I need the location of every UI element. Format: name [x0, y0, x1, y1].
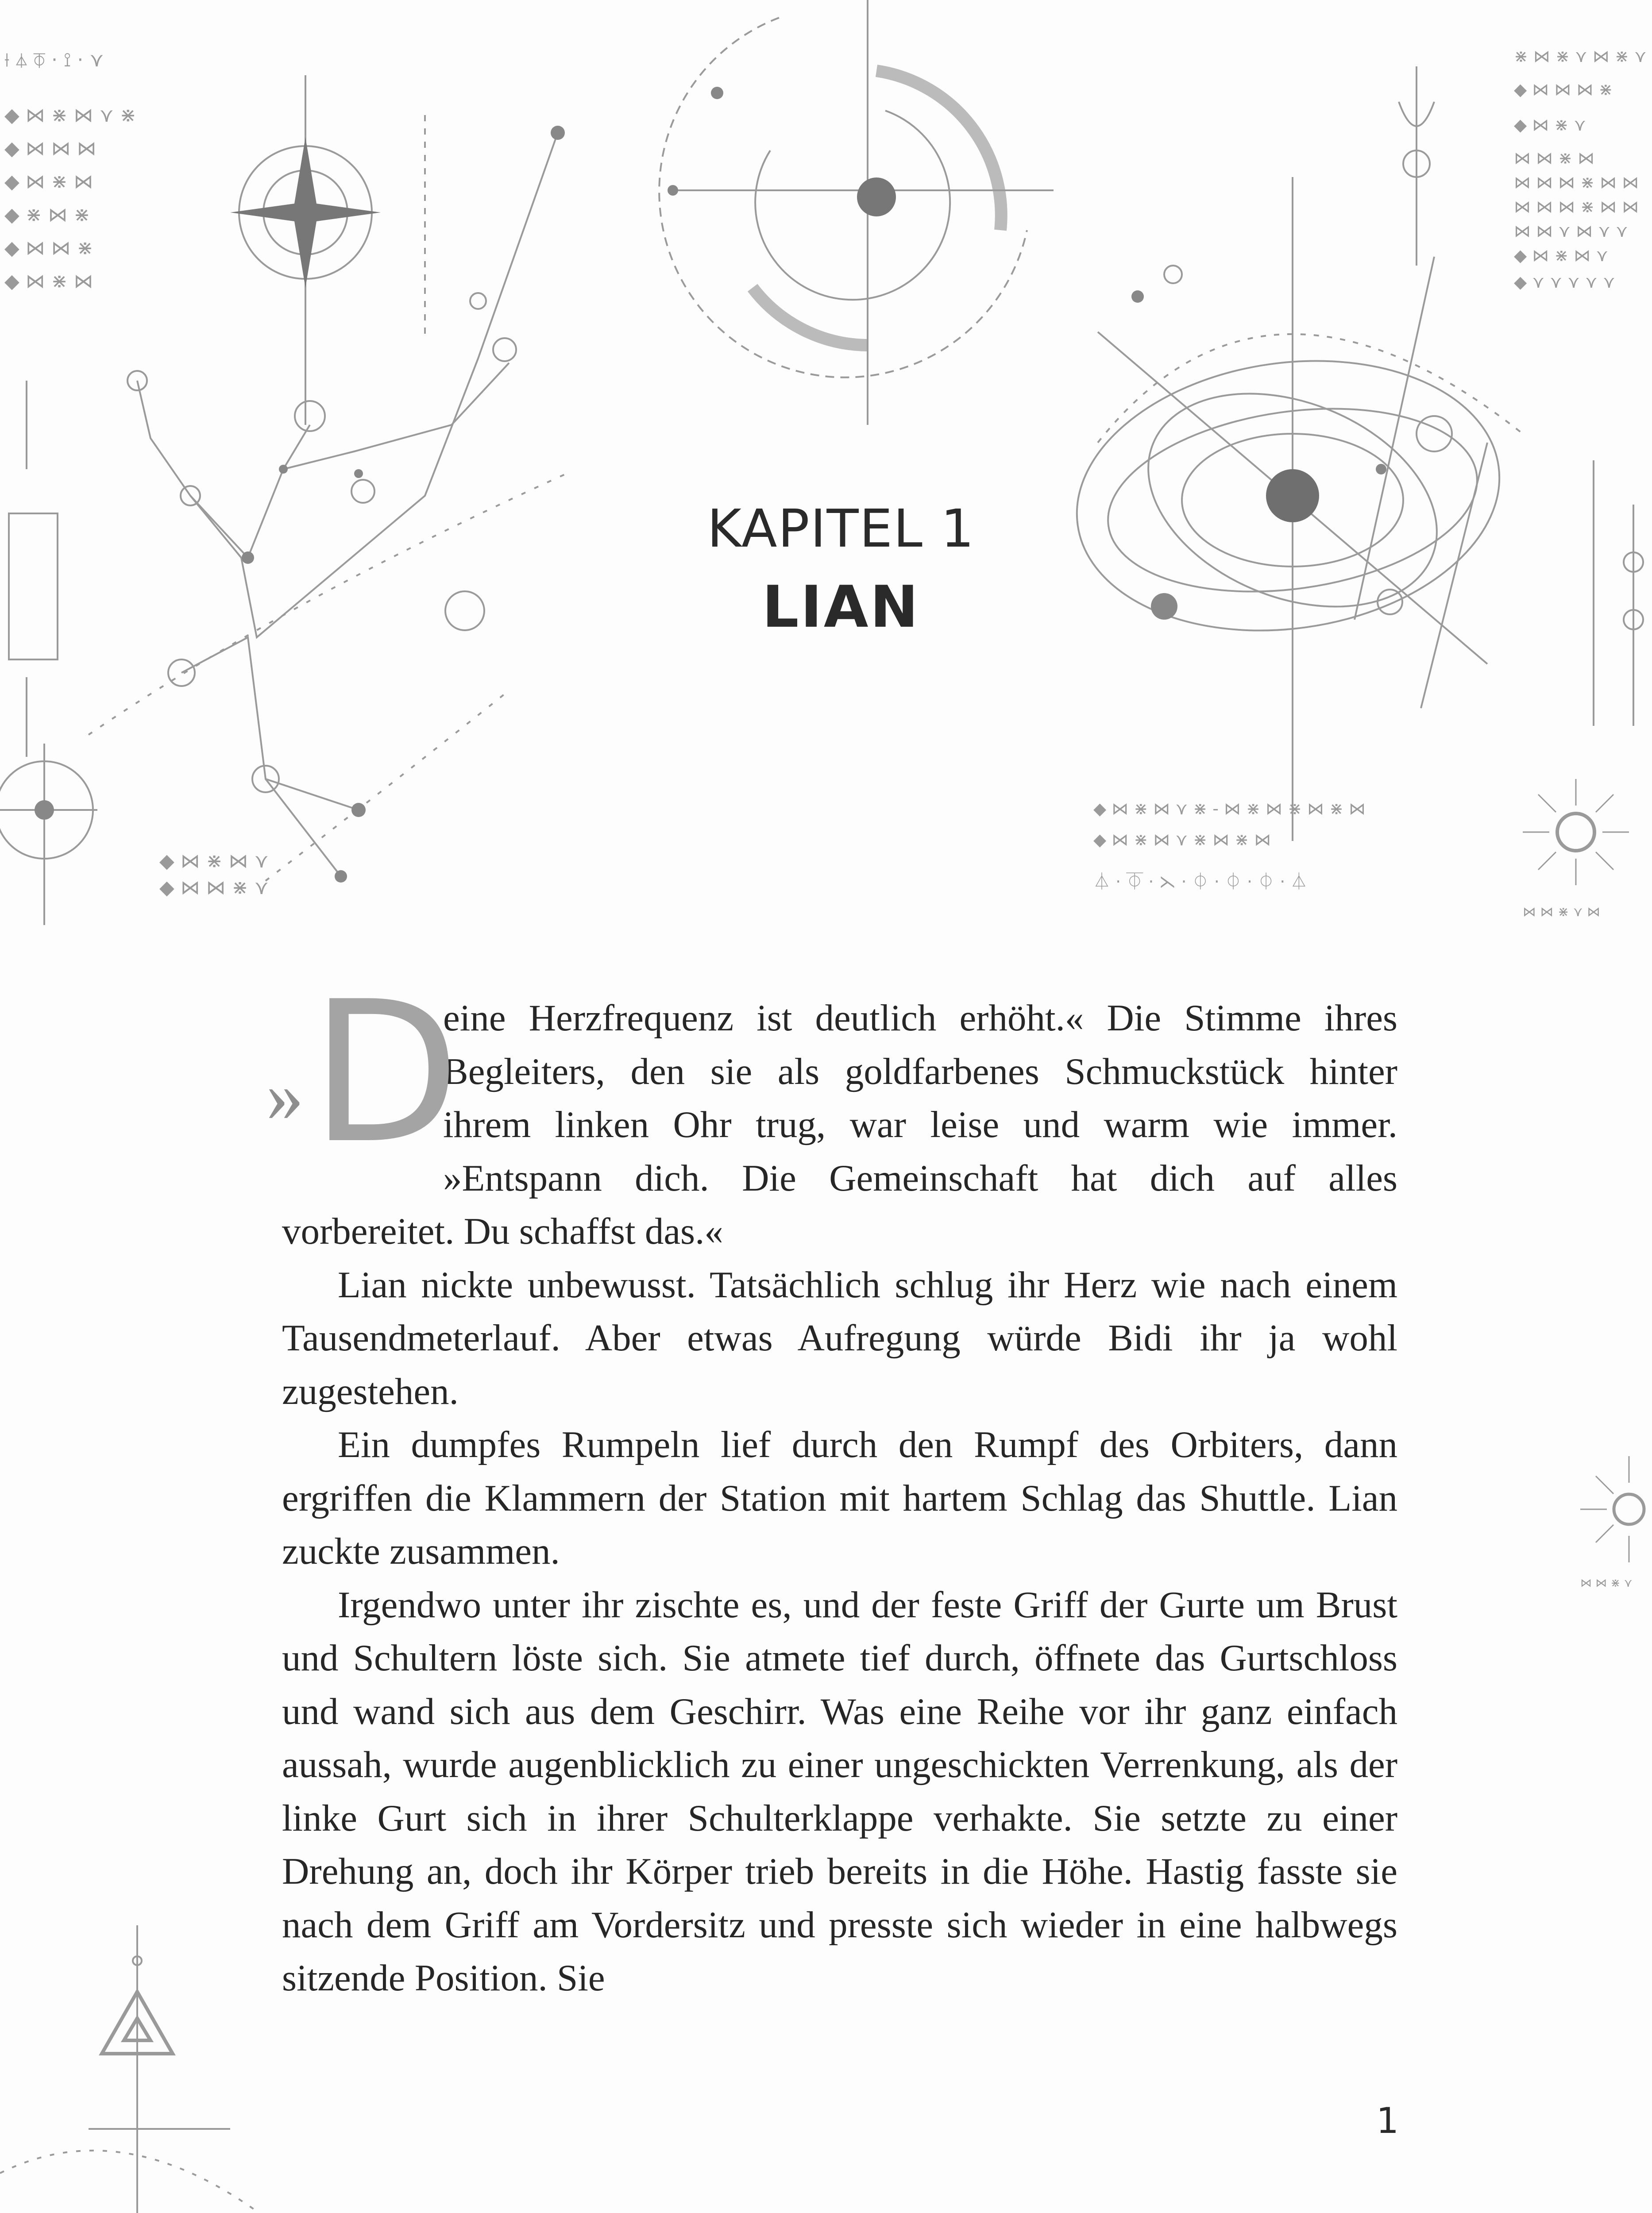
drop-cap-letter: D	[310, 960, 460, 1186]
svg-text:◆ ⋈ ⋇ ⋈ ⋎ ⋇: ◆ ⋈ ⋇ ⋈ ⋎ ⋇	[4, 104, 136, 127]
chapter-title: LIAN	[762, 573, 920, 640]
paragraph: Ein dumpfes Rumpeln lief durch den Rumpf des Orbiters, dann ergriffen die Klammern der Station mit hartem Schlag das Shuttle. Lian zuckte zusammen.	[282, 1424, 1397, 1572]
svg-text:◆ ⋇ ⋈ ⋇: ◆ ⋇ ⋈ ⋇	[4, 204, 90, 226]
constellation-map-icon	[0, 27, 602, 929]
orbital-rings-icon	[637, 0, 1062, 443]
chapter-body	[266, 960, 1397, 2005]
svg-text:◆ ⋈ ⋈ ⋈: ◆ ⋈ ⋈ ⋈	[4, 137, 96, 160]
svg-text:◆ ⋈ ⋇ ⋈: ◆ ⋈ ⋇ ⋈	[4, 170, 93, 193]
sun-burst-icon	[1576, 1443, 1652, 1593]
svg-text:⋇ ⋈ ⋇ ⋎ ⋈ ⋇ ⋎: ⋇ ⋈ ⋇ ⋎ ⋈ ⋇ ⋎	[1514, 46, 1647, 66]
svg-text:◆ ⋈ ⋇ ⋎: ◆ ⋈ ⋇ ⋎	[1514, 115, 1586, 135]
svg-text:◆ ⋈ ⋇ ⋈ ⋎: ◆ ⋈ ⋇ ⋈ ⋎	[1514, 246, 1609, 265]
trident-icon	[1386, 35, 1651, 726]
paragraph: Lian nickte unbewusst. Tatsächlich schlug ihr Herz wie nach einem Tausendmeterlauf. Aber etwas Aufregung würde Bidi ihr ja wohl zugestehen.	[282, 1264, 1397, 1412]
svg-text:◆ ⋈ ⋈ ⋇ ⋎: ◆ ⋈ ⋈ ⋇ ⋎	[159, 876, 269, 899]
svg-text:⋈ ⋈ ⋇ ⋈: ⋈ ⋈ ⋇ ⋈	[1514, 148, 1595, 168]
svg-text:⋈ ⋈ ⋎ ⋈ ⋎ ⋎: ⋈ ⋈ ⋎ ⋈ ⋎ ⋎	[1514, 221, 1628, 241]
svg-text:⋈ ⋈ ⋇ ⋎: ⋈ ⋈ ⋇ ⋎	[1580, 1577, 1633, 1590]
svg-text:⋈ ⋈ ⋇ ⋎ ⋈: ⋈ ⋈ ⋇ ⋎ ⋈	[1523, 904, 1601, 920]
svg-text:⏃ · ⏁ · ⋋ · ⏀ · ⏀ · ⏀ · ⏃: ⏃ · ⏁ · ⋋ · ⏀ · ⏀ · ⏀ · ⏃	[1093, 872, 1308, 891]
svg-text:◆ ⋈ ⋈ ⋇: ◆ ⋈ ⋈ ⋇	[4, 237, 93, 259]
sun-burst-icon	[1514, 770, 1638, 929]
svg-text:◆ ⋈ ⋇ ⋈: ◆ ⋈ ⋇ ⋈	[4, 270, 93, 293]
svg-text:◆ ⋈ ⋈ ⋈ ⋇: ◆ ⋈ ⋈ ⋈ ⋇	[1514, 80, 1613, 99]
drop-cap-quote: »	[266, 1054, 304, 1137]
drop-cap	[266, 960, 460, 1186]
svg-text:◆ ⋈ ⋇ ⋈ ⋎ ⋇ ⋈ ⋇ ⋈: ◆ ⋈ ⋇ ⋈ ⋎ ⋇ ⋈ ⋇ ⋈	[1093, 830, 1271, 849]
chapter-label: KAPITEL 1	[707, 498, 975, 559]
svg-text:◆ ⋈ ⋇ ⋈ ⋎ ⋇ - ⋈ ⋇ ⋈ ⋇ ⋈ ⋇ ⋈: ◆ ⋈ ⋇ ⋈ ⋎ ⋇ - ⋈ ⋇ ⋈ ⋇ ⋈ ⋇ ⋈	[1093, 799, 1366, 818]
svg-text:⋈ ⋈ ⋈ ⋇ ⋈ ⋈: ⋈ ⋈ ⋈ ⋇ ⋈ ⋈	[1514, 197, 1639, 216]
svg-text:⋈ ⋈ ⋈ ⋇ ⋈ ⋈: ⋈ ⋈ ⋈ ⋇ ⋈ ⋈	[1514, 173, 1639, 192]
paragraph: eine Herzfrequenz ist deutlich erhöht.« Die Stimme ihres Begleiters, den sie als goldfarbenes Schmuckstück hinter ihrem linken Ohr trug, war leise und warm wie immer. »Entspann dich. Die Gemeinschaft hat dich auf alles vorbereitet. Du schaffst das.«	[282, 997, 1397, 1252]
svg-text:◆ ⋎ ⋎ ⋎ ⋎ ⋎: ◆ ⋎ ⋎ ⋎ ⋎ ⋎	[1514, 272, 1615, 292]
svg-text:⟊ ⏃ ⏁ · ⟟ · ⋎: ⟊ ⏃ ⏁ · ⟟ · ⋎	[4, 49, 104, 71]
paragraph: Irgendwo unter ihr zischte es, und der feste Griff der Gurte um Brust und Schultern löste sich. Sie atmete tief durch, öffnete das Gurtschloss und wand sich aus dem Geschirr. Was eine Reihe vor ihr ganz einfach aussah, wurde augenblicklich zu einer ungeschickten Verrenkung, als der linke Gurt sich in ihrer Schulterklappe verhakte. Sie setzte zu einer Drehung an, doch ihr Körper trieb bereits in die Höhe. Hastig fasste sie nach dem Griff am Vordersitz und presste sich wieder in eine halbwegs sitzende Position. Sie	[282, 1584, 1397, 1999]
svg-text:◆ ⋈ ⋇ ⋈ ⋎: ◆ ⋈ ⋇ ⋈ ⋎	[159, 850, 269, 872]
page-number: 1	[1376, 2100, 1399, 2141]
